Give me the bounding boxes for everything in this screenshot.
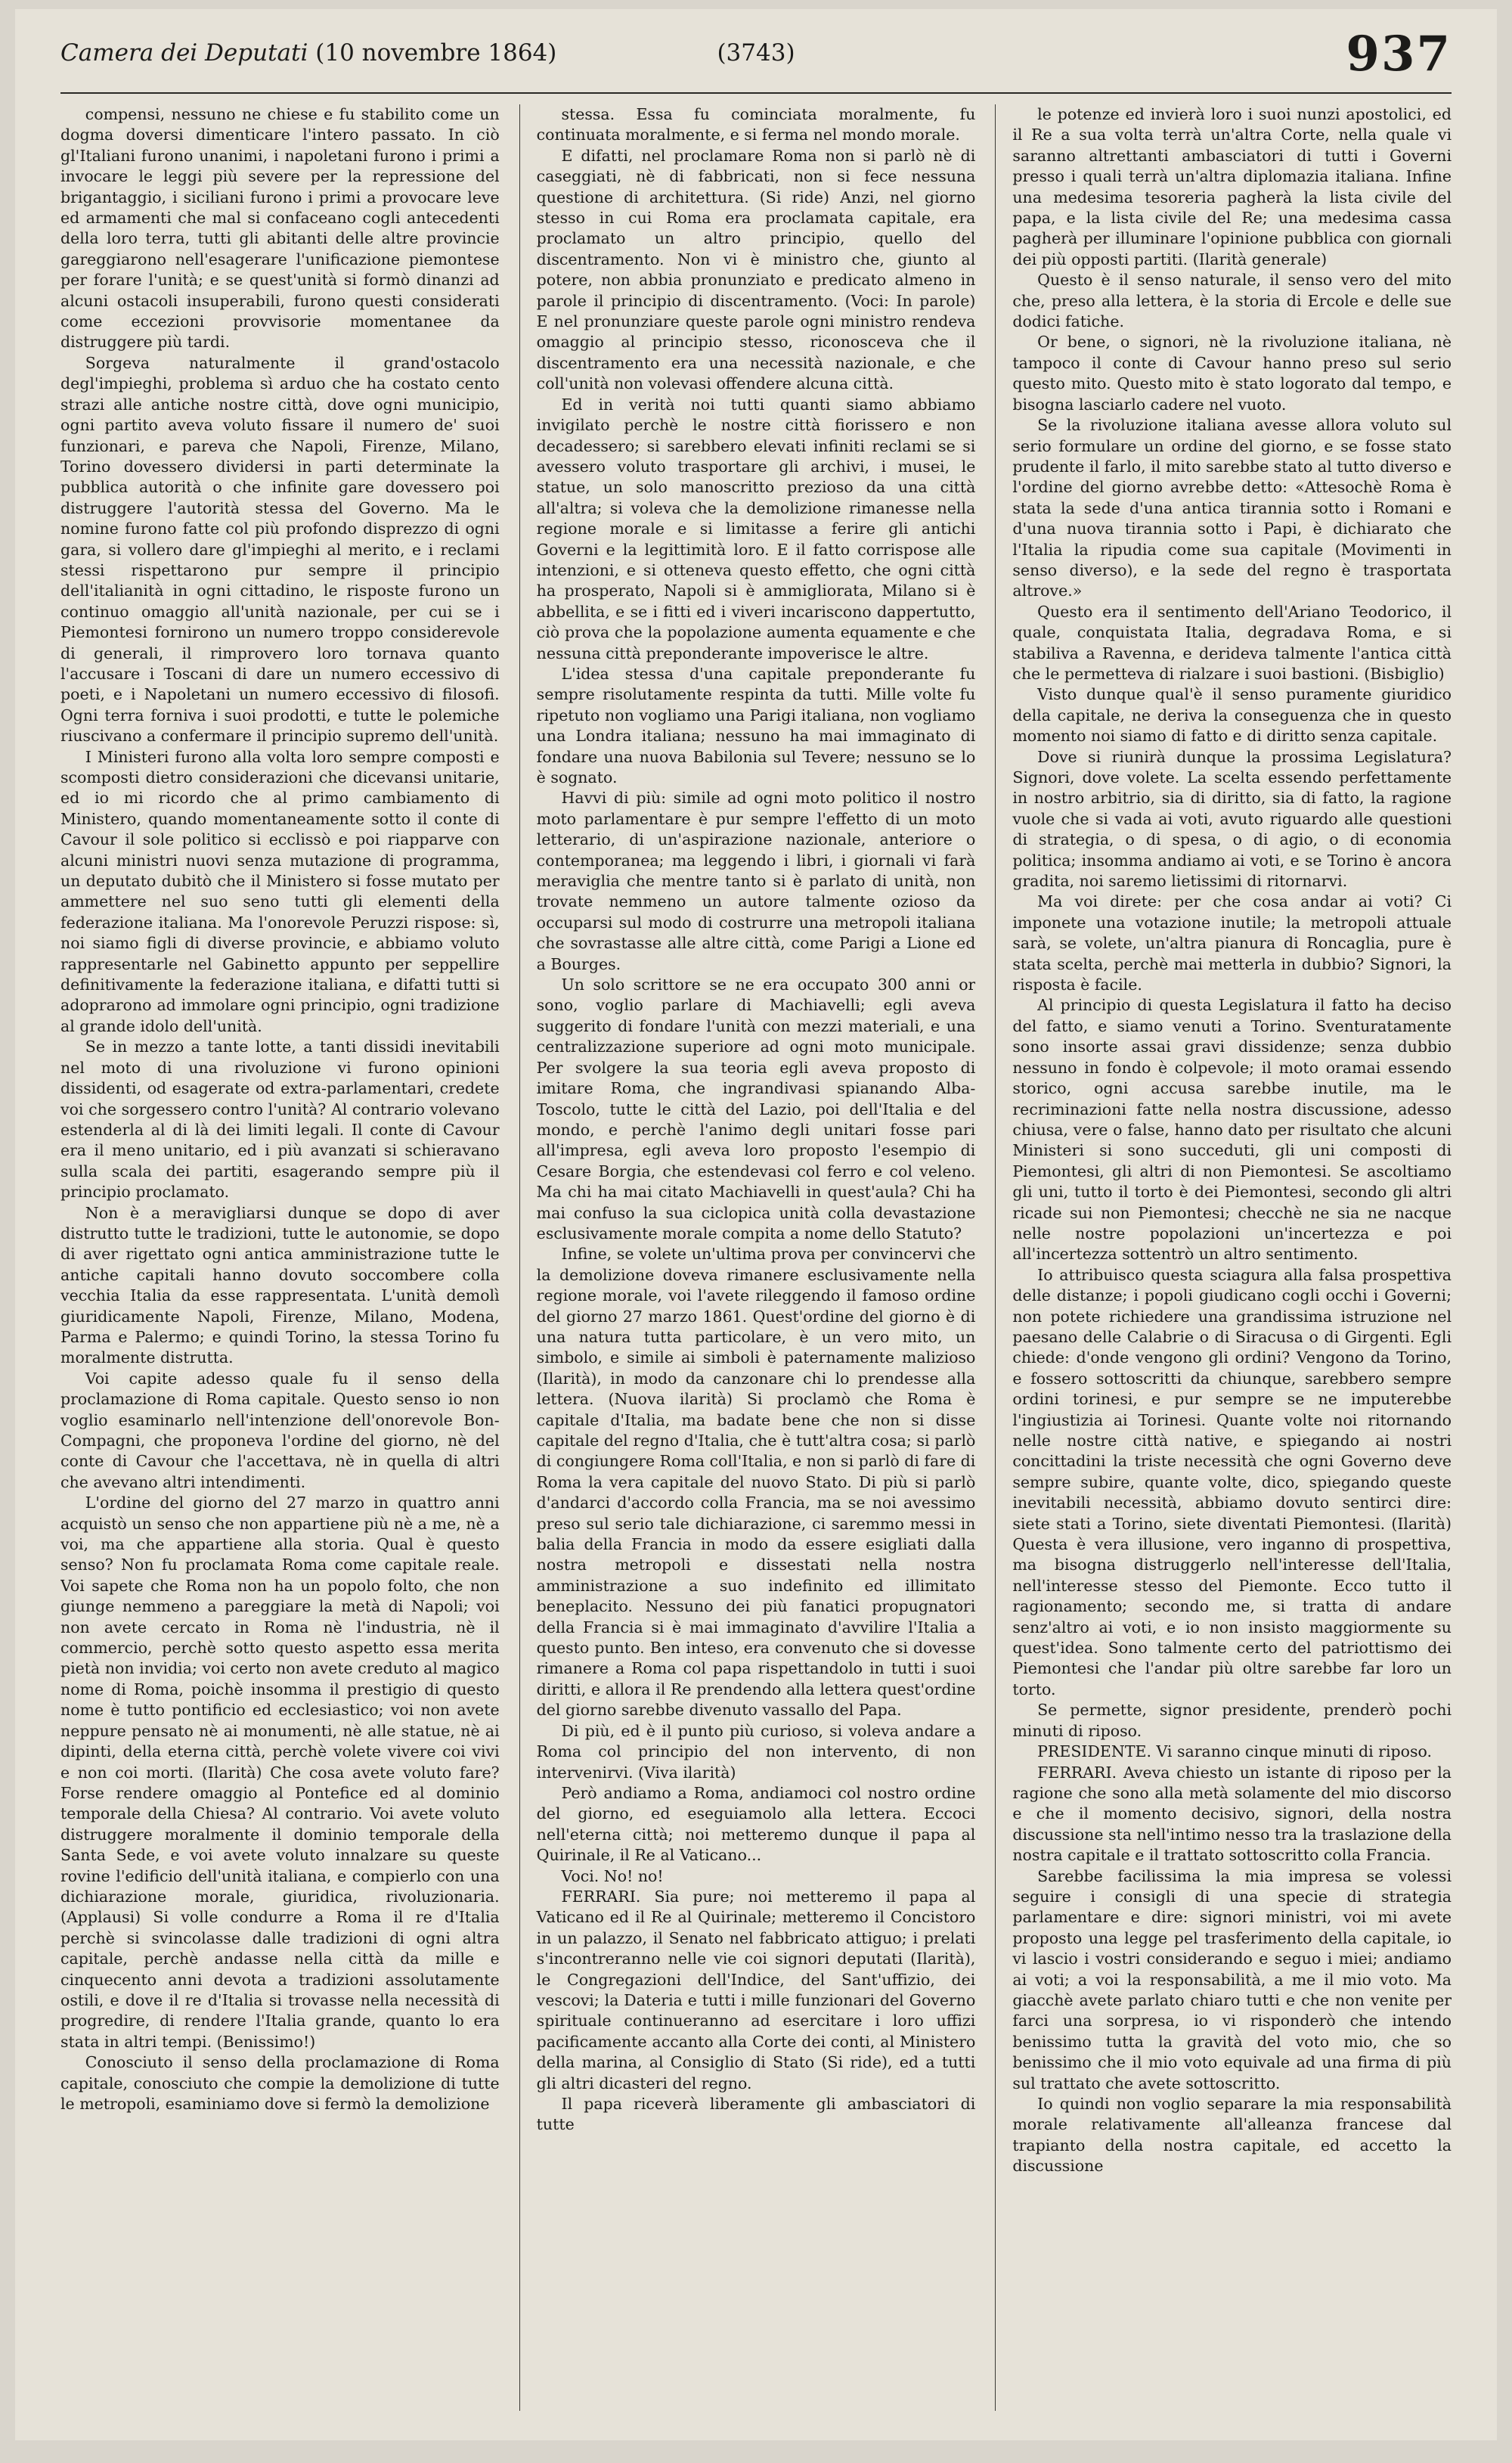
paragraph: Dove si riunirà dunque la prossima Legislatura? Signori, dove volete. La scelta essendo perfettamente in nostro arbitrio, sia di diritto, sia di fatto, la ragione vuole che si vada ai voti, avuto riguardo alle questioni di strategia, o di spesa, o di agio, o di economia politica; insomma andiamo ai voti, e se Torino è ancora gradita, noi saremo lietissimi di ritornarvi. (1012, 747, 1452, 891)
paragraph: Di più, ed è il punto più curioso, si voleva andare a Roma col principio del non intervento, di non intervenirvi. (Viva ilarità) (536, 1721, 976, 1782)
column-3 (995, 104, 1452, 2411)
paragraph: Se la rivoluzione italiana avesse allora voluto sul serio formulare un ordine del giorno, e se fosse stato prudente il farlo, il mito sarebbe stato al tutto diverso e l'ordine del giorno avrebbe detto: «Attesochè Roma è stata la sede d'una antica tirannia sotto i Romani e d'una nuova tirannia sotto i Papi, è dichiarato che l'Italia la ripudia come sua capitale (Movimenti in senso diverso), e la sede del regno è trasportata altrove.» (1012, 416, 1452, 600)
paragraph: I Ministeri furono alla volta loro sempre composti e scomposti dietro considerazioni che dicevansi unitarie, ed io mi ricordo che al primo cambiamento di Ministero, quando momentaneamente sotto il conte di Cavour il sole politico si ecclissò e poi riapparve con alcuni ministri nuovi senza mutazione di programma, un deputato dubitò che il Ministero si fosse mutato per ammettere nel suo seno tutti gli elementi della federazione italiana. Ma l'onorevole Peruzzi rispose: sì, noi siamo figli di diverse provincie, e abbiamo voluto rappresentarle nel Gabinetto appunto per seppellire definitivamente la federazione italiana, e difatti tutti si adoprarono ad immolare ogni principio, ogni tradizione al grande idolo dell'unità. (60, 747, 500, 1035)
page-header (60, 26, 1452, 94)
paragraph: Questo era il sentimento dell'Ariano Teodorico, il quale, conquistata Italia, degradava Roma, e si stabiliva a Ravenna, e derideva talmente l'antica città che le permetteva di rialzare i suoi bastioni. (Bisbiglio) (1012, 602, 1452, 683)
page-number: 937 (1346, 26, 1452, 82)
paragraph: compensi, nessuno ne chiese e fu stabilito come un dogma doversi dimenticare l'intero passato. In ciò gl'Italiani furono unanimi, i napoletani furono i primi a invocare le leggi più severe per la repressione del brigantaggio, i siciliani furono i primi a provocare leve ed armamenti che mal si confaceano cogli antecedenti della loro terra, tutti gli abitanti delle altre provincie gareggiarono nell'esagerare l'unificazione piemontese per forare l'unità; e se quest'unità si formò dinanzi ad alcuni ostacoli insuperabili, furono questi considerati come eccezioni provvisorie momentanee da distruggere più tardi. (60, 105, 500, 352)
paragraph: Un solo scrittore se ne era occupato 300 anni or sono, voglio parlare di Machiavelli; egli aveva suggerito di fondare l'unità con mezzi materiali, e una centralizzazione superiore ad ogni moto municipale. Per svolgere la sua teoria egli aveva proposto di imitare Roma, che ingrandivasi spianando Alba-Toscolo, tutte le città del Lazio, poi dell'Italia e del mondo, e perchè l'animo degli unitari fosse pari all'impresa, egli aveva loro proposto l'esempio di Cesare Borgia, che estendevasi col ferro e col veleno. Ma chi ha mai citato Machiavelli in quest'aula? Chi ha mai confuso la sua ciclopica unità colla devastazione esclusivamente morale compita a nome dello Statuto? (536, 976, 976, 1242)
paragraph: Havvi di più: simile ad ogni moto politico il nostro moto parlamentare è pur sempre l'effetto di un moto letterario, di un'aspirazione nazionale, anteriore o contemporanea; ma leggendo i libri, i giornali vi farà meraviglia che mentre tanto si è parlato di unità, non trovate nemmeno un autore talmente ozioso da occuparsi sul modo di costrurre una metropoli italiana che sovrastasse alle altre città, come Parigi a Lione ed a Bourges. (536, 789, 976, 973)
column-2 (519, 104, 976, 2411)
paragraph: Infine, se volete un'ultima prova per convincervi che la demolizione doveva rimanere esclusivamente nella regione morale, voi l'avete rileggendo il famoso ordine del giorno 27 marzo 1861. Quest'ordine del giorno è di una natura tutta particolare, è un vero mito, un simbolo, e simile ai simboli è paternamente malizioso (Ilarità), in modo da canzonare chi lo prendesse alla lettera. (Nuova ilarità) Si proclamò che Roma è capitale d'Italia, ma badate bene che non si disse capitale del regno d'Italia, che è tutt'altra cosa; si parlò di congiungere Roma coll'Italia, e non si parlò di fare di Roma la vera capitale del nuovo Stato. Di più si parlò d'andarci d'accordo colla Francia, ma se noi avessimo preso sul serio tale dichiarazione, ci saremmo messi in balia della Francia in modo da essere esigliati dalla nostra metropoli e dissestati nella nostra amministrazione a suo indefinito ed illimitato beneplacito. Nessuno dei più fanatici propugnatori della Francia si è mai immaginato d'avvilire l'Italia a questo punto. Ben inteso, era convenuto che si dovesse rimanere a Roma col papa rispettandolo in tutti i suoi diritti, e allora il Re prendendo alla lettera quest'ordine del giorno sarebbe divenuto vassallo del Papa. (536, 1245, 976, 1720)
paragraph: Conosciuto il senso della proclamazione di Roma capitale, conosciuto che compie la demolizione di tutte le metropoli, esaminiamo dove si fermò la demolizione (60, 2053, 500, 2113)
paragraph: Or bene, o signori, nè la rivoluzione italiana, nè tampoco il conte di Cavour hanno preso sul serio questo mito. Questo mito è stato logorato dal tempo, e bisogna lasciarlo cadere nel vuoto. (1012, 333, 1452, 414)
paragraph: FERRARI. Aveva chiesto un istante di riposo per la ragione che sono alla metà solamente del mio discorso e che il momento decisivo, signori, della nostra discussione sta nell'intimo nesso tra la traslazione della nostra capitale e il trattato sottoscritto colla Francia. (1012, 1763, 1452, 1865)
paragraph: E difatti, nel proclamare Roma non si parlò nè di caseggiati, nè di fabbricati, non si fece nessuna questione di architettura. (Si ride) Anzi, nel giorno stesso in cui Roma era proclamata capitale, era proclamato un altro principio, quello del discentramento. Non vi è ministro che, giunto al potere, non abbia pronunziato e predicato almeno in parole il principio di discentramento. (Voci: In parole) E nel pronunziare queste parole ogni ministro rendeva omaggio al principio stesso, riconosceva che il discentramento era una necessità nazionale, e che coll'unità non volevasi offendere alcuna città. (536, 146, 976, 393)
paragraph: Io attribuisco questa sciagura alla falsa prospettiva delle distanze; i popoli giudicano cogli occhi i Governi; non potete richiedere una grandissima istruzione nel paesano delle Calabrie o di Siracusa o di Girgenti. Egli chiede: d'onde vengono gli ordini? Vengono da Torino, e fossero sottoscritti da chiunque, sarebbero sempre ordini torinesi, e pur sempre se ne imputerebbe l'ingiustizia ai Torinesi. Quante volte noi ritornando nelle nostre città native, e spiegando ai nostri concittadini la triste necessità che ogni Governo deve sempre subire, quante volte, dico, spiegando queste inevitabili necessità, abbiamo dovuto sentirci dire: siete stati a Torino, siete diventati Piemontesi. (Ilarità) Questa è vera illusione, vero inganno di prospettiva, ma bisogna distruggerlo nell'interesse dell'Italia, nell'interesse stesso del Piemonte. Ecco tutto il ragionamento; secondo me, si tratta di andare senz'altro ai voti, e io non insisto maggiormente su quest'idea. Sono talmente certo del patriottismo dei Piemontesi che l'andar più oltre sarebbe far loro un torto. (1012, 1265, 1452, 1698)
paragraph: Sorgeva naturalmente il grand'ostacolo degl'impieghi, problema sì arduo che ha costato cento strazi alle antiche nostre città, dove ogni municipio, ogni partito aveva voluto fissare il numero de' suoi funzionari, e pareva che Napoli, Firenze, Milano, Torino dovessero dividersi in parti determinate la pubblica autorità o che infinite gare dovessero poi distruggere l'autorità stessa del Governo. Ma le nomine furono fatte col più profondo disprezzo di ogni gara, si vollero dare gl'impieghi al merito, e i reclami stessi rispettarono pur sempre il principio dell'italianità in ogni cittadino, le risposte furono un continuo omaggio all'unità nazionale, per cui se i Piemontesi fornirono un numero troppo considerevole di generali, il rimprovero loro tornava quanto l'accusare i Toscani di dare un numero eccessivo di poeti, e i Napoletani un numero eccessivo di filosofi. Ogni terra forniva i suoi prodotti, e tutte le polemiche riuscivano a confermare il principio supremo dell'unità. (60, 353, 500, 746)
paragraph: L'idea stessa d'una capitale preponderante fu sempre risolutamente respinta da tutti. Mille volte fu ripetuto non vogliamo una Parigi italiana, non vogliamo una Londra italiana; nessuno ha mai immaginato di fondare una nuova Babilonia sul Tevere; nessuno se lo è sognato. (536, 664, 976, 786)
paragraph: Ed in verità noi tutti quanti siamo abbiamo invigilato perchè le nostre città fiorissero e non decadessero; si sarebbero elevati infiniti reclami se si avessero voluto trasportare gli archivi, i musei, le statue, un solo manoscritto prezioso da una città all'altra; si voleva che la demolizione rimanesse nella regione morale e si limitasse a ferire gli antichi Governi e la legittimità loro. E il fatto corrispose alle intenzioni, e si otteneva questo effetto, che ogni città ha prosperato, Napoli si è ammigliorata, Milano si è abbellita, e se i fitti ed i viveri incariscono dappertutto, ciò prova che la popolazione aumenta equamente e che nessuna città preponderante impoverisce le altre. (536, 395, 976, 662)
paragraph: Il papa riceverà liberamente gli ambasciatori di tutte (536, 2095, 976, 2134)
paragraph: Voi capite adesso quale fu il senso della proclamazione di Roma capitale. Questo senso io non voglio esaminarlo nell'intenzione dell'onorevole Bon-Compagni, che proponeva l'ordine del giorno, nè del conte di Cavour che l'accettava, nè in quella di altri che avevano altri intendimenti. (60, 1369, 500, 1491)
paragraph: Io quindi non voglio separare la mia responsabilità morale relativamente all'alleanza francese dal trapianto della nostra capitale, ed accetto la discussione (1012, 2095, 1452, 2176)
text-columns (60, 104, 1452, 2411)
paragraph: Se permette, signor presidente, prenderò pochi minuti di riposo. (1012, 1701, 1452, 1740)
paragraph: Al principio di questa Legislatura il fatto ha deciso del fatto, e siamo venuti a Torino. Sventuratamente sono insorte assai gravi dissidenze; senza dubbio nessuno in fondo è colpevole; il moto oramai essendo storico, ogni accusa sarebbe inutile, ma le recriminazioni fatte nella nostra discussione, adesso chiusa, vere o false, hanno dato per risultato che alcuni Ministeri si sono succeduti, gli uni composti di Piemontesi, gli altri di non Piemontesi. Se ascoltiamo gli uni, tutto il torto è dei Piemontesi, secondo gli altri ricade sui non Piemontesi; checchè ne sia ne nacque nelle nostre popolazioni un'incertezza e poi all'incertezza sottentrò un altro sentimento. (1012, 996, 1452, 1264)
paragraph: Se in mezzo a tante lotte, a tanti dissidi inevitabili nel moto di una rivoluzione vi furono opinioni dissidenti, od esagerate od extra-parlamentari, credete voi che sorgessero contro l'unità? Al contrario volevano estenderla al di là dei limiti legali. Il conte di Cavour era il meno unitario, ed i più avanzati si schieravano sulla scala dei partiti, esagerando sempre più il principio proclamato. (60, 1038, 500, 1202)
running-number: (3743) (717, 39, 795, 67)
paragraph: Ma voi direte: per che cosa andar ai voti? Ci imponete una votazione inutile; la metropoli attuale sarà, se volete, un'altra pianura di Roncaglia, pure è stata scelta, perchè mai metterla in dubbio? Signori, la risposta è facile. (1012, 892, 1452, 994)
chamber-name: Camera dei Deputati (60, 39, 308, 67)
paragraph: le potenze ed invierà loro i suoi nunzi apostolici, ed il Re a sua volta terrà un'altra Corte, nella quale vi saranno altrettanti ambasciatori di tutti i Governi presso i quali terrà un'altra diplomazia italiana. Infine una medesima tesoreria pagherà la lista civile del papa, e la lista civile del Re; una medesima cassa pagherà per illuminare l'opinione pubblica con giornali dei più opposti partiti. (Ilarità generale) (1012, 105, 1452, 268)
session-date: (10 novembre 1864) (315, 39, 557, 67)
paragraph: Voci. No! no! (561, 1866, 664, 1885)
paragraph: Visto dunque qual'è il senso puramente giuridico della capitale, ne deriva la conseguenza che in questo momento noi siamo di fatto e di diritto senza capitale. (1012, 685, 1452, 746)
paragraph: Sarebbe facilissima la mia impresa se volessi seguire i consigli di una specie di strategia parlamentare e dire: signori ministri, voi mi avete proposto una legge pel trasferimento della capitale, io vi lascio i vostri considerando e seguo i miei; andiamo ai voti; a voi la responsabilità, a me il mio voto. Ma giacchè avete parlato chiaro tutti e che non venite per farci una sorpresa, io vi risponderò che intendo benissimo tutta la gravità del voto mio, che so benissimo che il mio voto equivale ad una firma di più sul trattato che avete sottoscritto. (1012, 1866, 1452, 2092)
paragraph: L'ordine del giorno del 27 marzo in quattro anni acquistò un senso che non appartiene più nè a me, nè a voi, ma che appartiene alla storia. Qual è questo senso? Non fu proclamata Roma come capitale reale. Voi sapete che Roma non ha un popolo folto, che non giunge nemmeno a pareggiare la metà di Napoli; voi non avete cercato in Roma nè l'industria, nè il commercio, perchè sotto questo aspetto essa merita pietà non invidia; voi certo non avete creduto al magico nome di Roma, poichè insomma il prestigio di questo nome è tutto pontificio ed ecclesiastico; voi non avete neppure pensato nè ai monumenti, nè alle statue, nè ai dipinti, della eterna città, perchè volete vivere coi vivi e non coi morti. (Ilarità) Che cosa avete voluto fare? Forse rendere omaggio al Pontefice ed al dominio temporale della Chiesa? Al contrario. Voi avete voluto distruggere moralmente il dominio temporale della Santa Sede, e voi avete voluto innalzare su queste rovine l'edificio dell'unità italiana, e compierlo con una dichiarazione morale, giuridica, rivoluzionaria. (Applausi) Si volle condurre a Roma il re d'Italia perchè si svincolasse dalle tradizioni di ogni altra capitale, perchè andasse nella città da mille e cinquecento anni devota a tradizioni assolutamente ostili, e dove il re d'Italia si trovasse nella necessità di progredire, di rendere l'Italia grande, quanto lo era stata in altri tempi. (Benissimo!) (60, 1494, 500, 2051)
paragraph: FERRARI. Sia pure; noi metteremo il papa al Vaticano ed il Re al Quirinale; metteremo il Concistoro in un palazzo, il Senato nel fabbricato attiguo; i prelati s'incontreranno nelle vie coi signori deputati (Ilarità), le Congregazioni dell'Indice, del Sant'uffizio, dei vescovi; la Dateria e tutti i mille funzionari del Governo spirituale continueranno ad esercitare i loro uffizi pacificamente accanto alla Corte dei conti, al Ministero della marina, al Consiglio di Stato (Si ride), ed a tutti gli altri dicasteri del regno. (536, 1887, 976, 2092)
paragraph: Però andiamo a Roma, andiamoci col nostro ordine del giorno, ed eseguiamolo alla lettera. Eccoci nell'eterna città; noi metteremo dunque il papa al Quirinale, il Re al Vaticano... (536, 1783, 976, 1865)
newspaper-page (15, 9, 1497, 2440)
paragraph: PRESIDENTE. Vi saranno cinque minuti di riposo. (1037, 1742, 1432, 1761)
column-1 (60, 104, 500, 2411)
paragraph: Questo è il senso naturale, il senso vero del mito che, preso alla lettera, è la storia di Ercole e delle sue dodici fatiche. (1012, 271, 1452, 331)
paragraph: Non è a meravigliarsi dunque se dopo di aver distrutto tutte le tradizioni, tutte le autonomie, se dopo di aver rigettato ogni antica amministrazione tutte le antiche capitali hanno dovuto soccombere colla vecchia Italia da esse rappresentata. L'unità demolì giuridicamente Napoli, Firenze, Milano, Modena, Parma e Palermo; e quindi Torino, la stessa Torino fu moralmente distrutta. (60, 1203, 500, 1367)
paragraph: stessa. Essa fu cominciata moralmente, fu continuata moralmente, e si ferma nel mondo morale. (536, 105, 976, 144)
